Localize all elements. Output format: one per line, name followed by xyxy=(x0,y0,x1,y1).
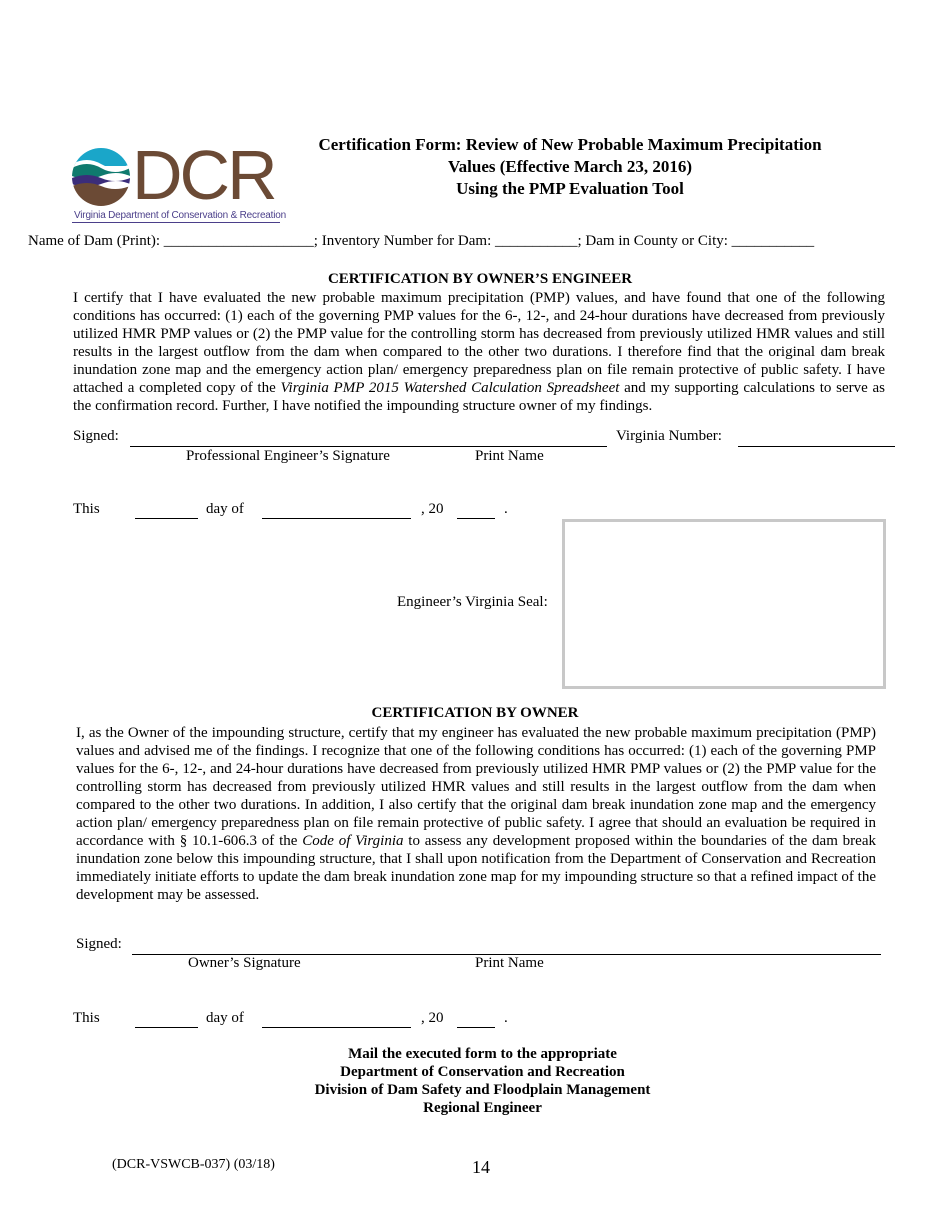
engineer-seal-label: Engineer’s Virginia Seal: xyxy=(397,594,548,610)
logo-divider xyxy=(72,222,280,223)
engineer-signed-label: Signed: xyxy=(73,428,119,444)
mail-instructions xyxy=(250,1045,715,1117)
owner-day-of-label: day of xyxy=(206,1010,244,1026)
title-line-2: Values (Effective March 23, 2016) xyxy=(447,157,693,176)
owner-print-name-caption: Print Name xyxy=(475,955,544,971)
owner-day-line[interactable] xyxy=(135,1027,198,1028)
engineer-month-line[interactable] xyxy=(262,518,411,519)
engineer-year-label: , 20 xyxy=(421,501,444,517)
water-wave-icon xyxy=(72,146,130,208)
owner-year-line[interactable] xyxy=(457,1027,495,1028)
owner-period: . xyxy=(504,1010,508,1026)
dcr-logo xyxy=(72,136,286,228)
engineer-this-label: This xyxy=(73,501,100,517)
form-id: (DCR-VSWCB-037) (03/18) xyxy=(112,1157,275,1172)
mail-line-3: Division of Dam Safety and Floodplain Management xyxy=(314,1082,651,1098)
owner-text-italic: Code of Virginia xyxy=(302,833,404,849)
owner-this-label: This xyxy=(73,1010,100,1026)
title-line-1: Certification Form: Review of New Probable Maximum Precipitation xyxy=(318,135,822,154)
engineer-signature-caption: Professional Engineer’s Signature xyxy=(186,448,390,464)
owner-year-label: , 20 xyxy=(421,1010,444,1026)
mail-line-2: Department of Conservation and Recreation xyxy=(340,1064,625,1080)
engineer-text-part2: and my supporting calculations to serve as the confirmation record. Further, I have notified the impounding structure owner of my findings. xyxy=(73,380,885,414)
engineer-print-name-caption: Print Name xyxy=(475,448,544,464)
owner-text-part2: to assess any development proposed within the boundaries of the dam break inundation zone below this impounding structure, that I shall upon notification from the Department of Conservation and Recreation immediately initiate efforts to update the dam break inundation zone map for my impounding structure so that a refined impact of the development may be assessed. xyxy=(76,833,876,903)
engineer-year-line[interactable] xyxy=(457,518,495,519)
title-line-3: Using the PMP Evaluation Tool xyxy=(456,179,684,198)
page-number: 14 xyxy=(472,1157,490,1177)
virginia-number-line[interactable] xyxy=(738,446,895,447)
engineer-text-italic: Virginia PMP 2015 Watershed Calculation Spreadsheet xyxy=(280,380,620,396)
mail-line-1: Mail the executed form to the appropriate xyxy=(348,1046,617,1062)
engineer-seal-box[interactable] xyxy=(562,519,886,689)
dam-info-line[interactable]: Name of Dam (Print): ____________________; Inventory Number for Dam: ___________; Dam in County or City: ___________ xyxy=(28,233,815,249)
engineer-day-line[interactable] xyxy=(135,518,198,519)
owner-signature-caption: Owner’s Signature xyxy=(188,955,301,971)
form-title xyxy=(290,134,850,200)
owner-text-part1: I, as the Owner of the impounding structure, certify that my engineer has evaluated the new probable maximum precipitation (PMP) values and advised me of the findings. I recognize that one of the following conditions has occurred: (1) each of the governing PMP values for the 6-, 12-, and 24-hour durations have decreased from previously utilized HMR PMP values or (2) the PMP value for the controlling storm has decreased from previously utilized HMR values and still results in the largest outflow from the dam when compared to the other two durations. In addition, I also certify that the original dam break inundation zone map and the emergency action plan/ emergency preparedness plan on file remain protective of public safety. I agree that should an evaluation be required in accordance with § 10.1-606.3 of the xyxy=(76,725,876,849)
mail-line-4: Regional Engineer xyxy=(423,1100,542,1116)
engineer-text-part1: I certify that I have evaluated the new probable maximum precipitation (PMP) values, and have found that one of the following conditions has occurred: (1) each of the governing PMP values for the 6-, 12-, and 24-hour durations have decreased from previously utilized HMR PMP values or (2) the PMP value for the controlling storm has decreased from previously utilized HMR values and still results in the largest outflow from the dam when compared to the other two durations. I therefore find that the original dam break inundation zone map and the emergency action plan/ emergency preparedness plan on file remain protective of public safety. I have attached a completed copy of the xyxy=(73,290,885,396)
virginia-number-label: Virginia Number: xyxy=(616,428,722,444)
logo-org-name: Virginia Department of Conservation & Recreation xyxy=(74,210,286,221)
logo-abbrev: DCR xyxy=(132,136,275,214)
engineer-day-of-label: day of xyxy=(206,501,244,517)
engineer-period: . xyxy=(504,501,508,517)
engineer-certification-text xyxy=(73,289,885,415)
owner-month-line[interactable] xyxy=(262,1027,411,1028)
owner-certification-text xyxy=(76,724,876,904)
owner-section-heading: CERTIFICATION BY OWNER xyxy=(371,705,579,721)
owner-signed-label: Signed: xyxy=(76,936,122,952)
engineer-section-heading: CERTIFICATION BY OWNER’S ENGINEER xyxy=(327,271,633,287)
engineer-signature-line[interactable] xyxy=(130,446,607,447)
